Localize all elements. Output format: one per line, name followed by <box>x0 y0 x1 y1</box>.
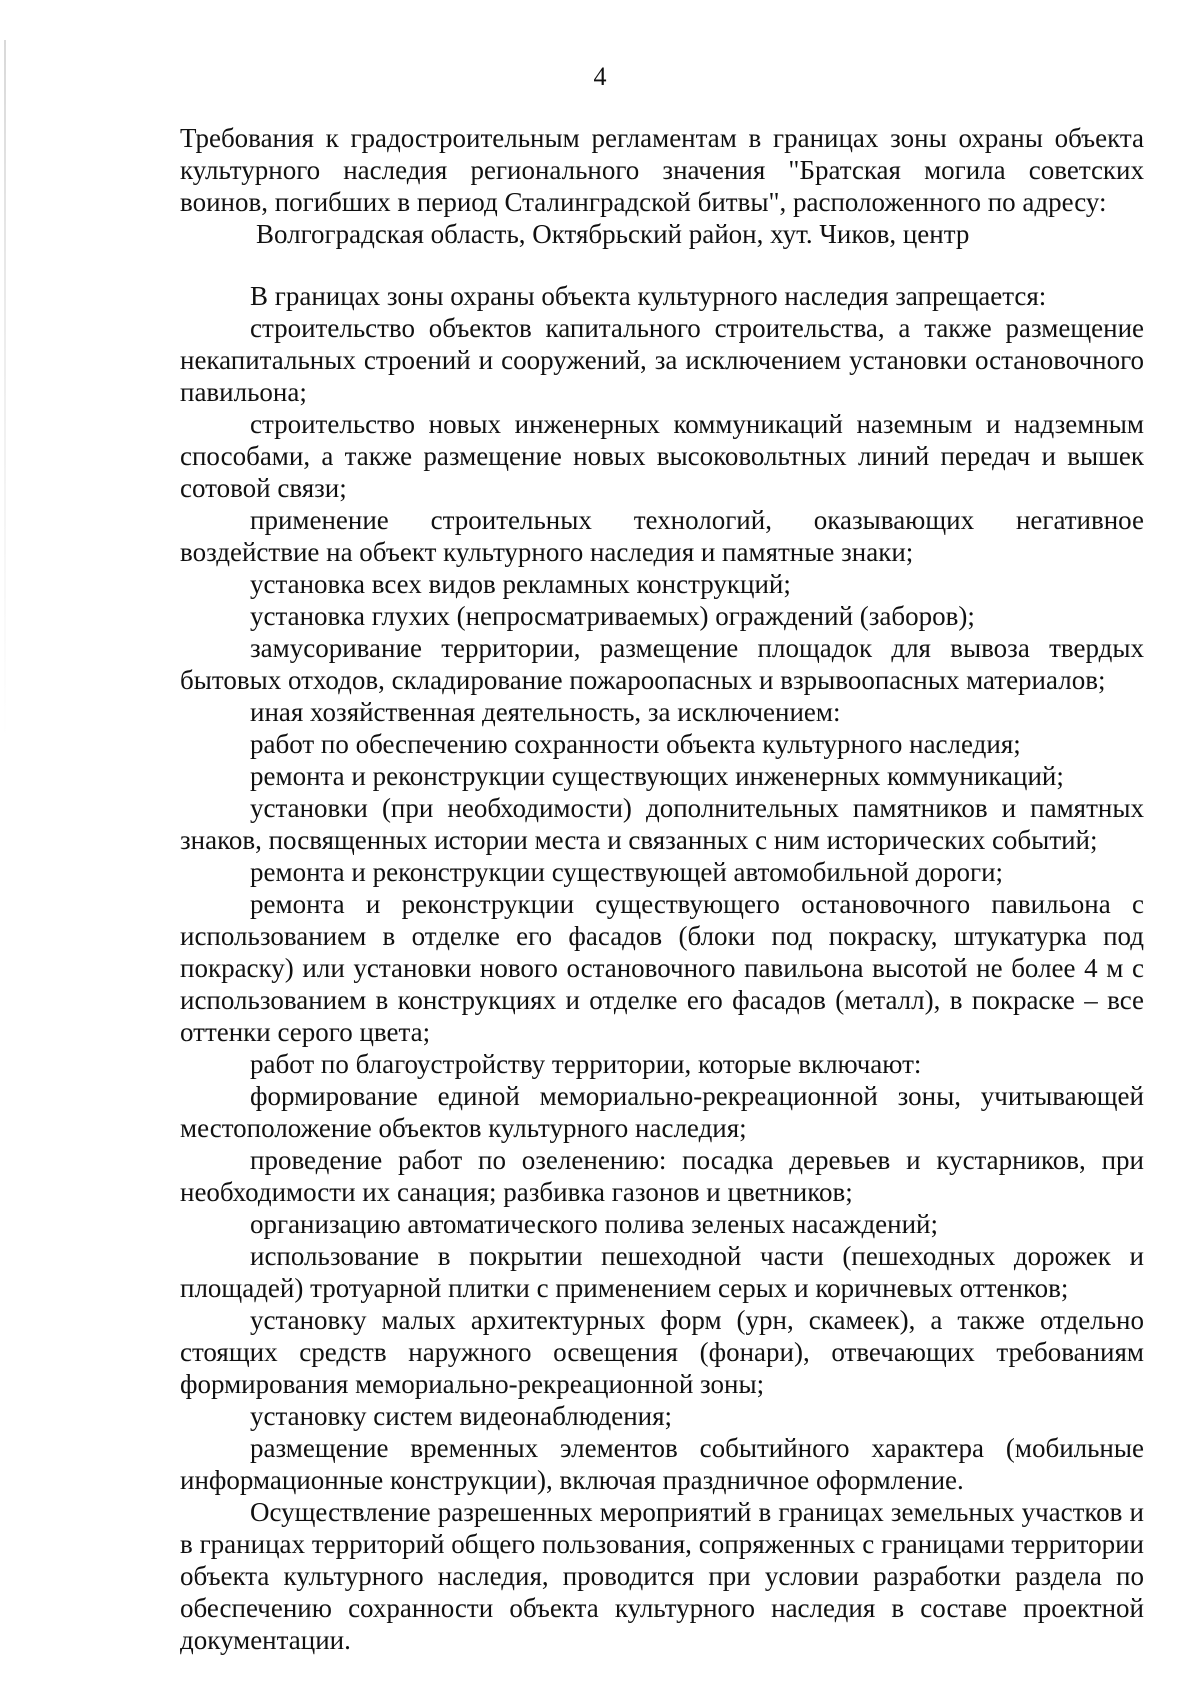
scan-edge-shadow <box>4 40 6 740</box>
paragraph: работ по обеспечению сохранности объекта культурного наследия; <box>250 729 1021 759</box>
document-body <box>180 122 1144 1656</box>
paragraph: организацию автоматического полива зеленых насаждений; <box>250 1209 939 1239</box>
paragraph: иная хозяйственная деятельность, за исключением: <box>250 697 841 727</box>
heading-line: воинов, погибших в период Сталинградской битвы", расположенного по адресу: <box>180 187 1107 217</box>
paragraph: использование в покрытии пешеходной части (пешеходных дорожек и площадей) тротуарной плитки с применением серых и коричневых оттенков; <box>180 1241 1144 1303</box>
paragraph: установки (при необходимости) дополнительных памятников и памятных знаков, посвященных истории места и связанных с ним исторических событий; <box>180 793 1144 855</box>
paragraph: работ по благоустройству территории, которые включают: <box>250 1049 922 1079</box>
paragraph: строительство новых инженерных коммуникаций наземным и надземным способами, а также размещение новых высоковольтных линий передач и вышек сотовой связи; <box>180 409 1144 503</box>
paragraph: формирование единой мемориально-рекреационной зоны, учитывающей местоположение объектов культурного наследия; <box>180 1081 1144 1143</box>
paragraph: размещение временных элементов событийного характера (мобильные информационные конструкции), включая праздничное оформление. <box>180 1433 1144 1495</box>
paragraph: установка глухих (непросматриваемых) ограждений (заборов); <box>250 601 975 631</box>
paragraph: Осуществление разрешенных мероприятий в границах земельных участков и в границах территорий общего пользования, сопряженных с границами территории объекта культурного наследия, проводится при условии разработки раздела по обеспечению сохранности объекта культурного наследия в составе проектной документации. <box>180 1497 1144 1655</box>
heading-line: культурного наследия регионального значения "Братская могила советских <box>180 155 1144 185</box>
heading-line: Требования к градостроительным регламентам в границах зоны охраны объекта <box>180 123 1144 153</box>
requirements-text <box>180 280 1144 1656</box>
heading-address: Волгоградская область, Октябрьский район, хут. Чиков, центр <box>256 219 970 249</box>
paragraph: установка всех видов рекламных конструкций; <box>250 569 791 599</box>
paragraph: замусоривание территории, размещение площадок для вывоза твердых бытовых отходов, складирование пожароопасных и взрывоопасных материалов; <box>180 633 1144 695</box>
paragraph: проведение работ по озеленению: посадка деревьев и кустарников, при необходимости их санация; разбивка газонов и цветников; <box>180 1145 1144 1207</box>
paragraph: ремонта и реконструкции существующей автомобильной дороги; <box>250 857 1004 887</box>
paragraph: строительство объектов капитального строительства, а также размещение некапитальных строений и сооружений, за исключением установки остановочного павильона; <box>180 313 1144 407</box>
document-heading <box>180 122 1144 250</box>
paragraph: ремонта и реконструкции существующего остановочного павильона с использованием в отделке его фасадов (блоки под покраску, штукатурка под покраску) или установки нового остановочного павильона высотой не более 4 м с использованием в конструкциях и отделке его фасадов (металл), в покраске – все оттенки серого цвета; <box>180 889 1144 1047</box>
paragraph: установку малых архитектурных форм (урн, скамеек), а также отдельно стоящих средств наружного освещения (фонари), отвечающих требованиям формирования мемориально-рекреационной зоны; <box>180 1305 1144 1399</box>
paragraph: ремонта и реконструкции существующих инженерных коммуникаций; <box>250 761 1064 791</box>
paragraph: применение строительных технологий, оказывающих негативное воздействие на объект культурного наследия и памятные знаки; <box>180 505 1144 567</box>
page-number: 4 <box>593 62 607 91</box>
paragraph: В границах зоны охраны объекта культурного наследия запрещается: <box>250 281 1047 311</box>
paragraph: установку систем видеонаблюдения; <box>250 1401 673 1431</box>
